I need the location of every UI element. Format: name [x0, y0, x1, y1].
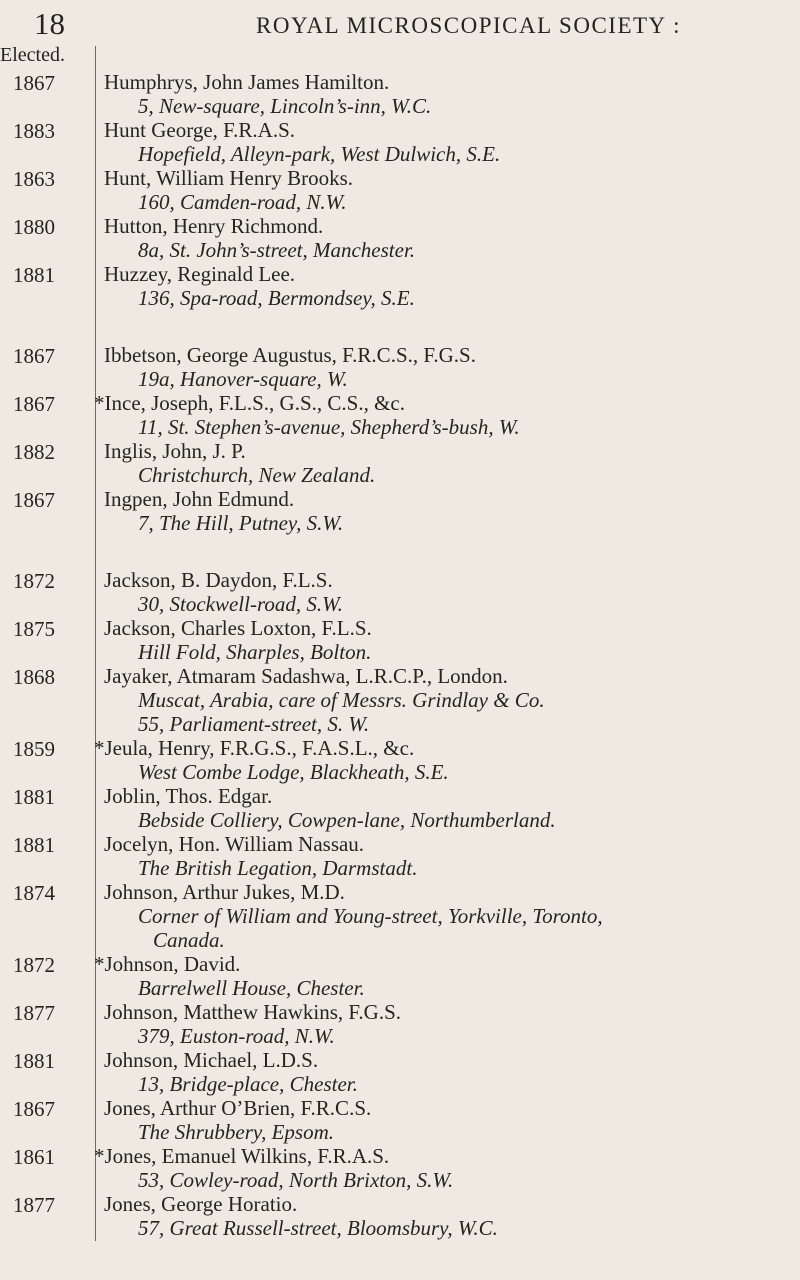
member-name: Joblin, Thos. Edgar.: [104, 784, 273, 808]
elected-year: 1877: [13, 1193, 55, 1217]
elected-year: 1881: [13, 263, 55, 287]
member-address: The Shrubbery, Epsom.: [138, 1120, 334, 1144]
member-address: 19a, Hanover-square, W.: [138, 367, 348, 391]
member-name: Jones, George Horatio.: [104, 1192, 298, 1216]
elected-year: 1859: [13, 737, 55, 761]
member-address: 11, St. Stephen’s-avenue, Shepherd’s-bush, W.: [138, 415, 520, 439]
member-address: 7, The Hill, Putney, S.W.: [138, 511, 344, 535]
page-number: 18: [34, 6, 65, 41]
member-entry: [0, 1096, 800, 1144]
elected-year: 1881: [13, 1049, 55, 1073]
member-address: Barrelwell House, Chester.: [138, 976, 365, 1000]
member-entry: [0, 568, 800, 616]
member-name: Jocelyn, Hon. William Nassau.: [104, 832, 365, 856]
member-address: Muscat, Arabia, care of Messrs. Grindlay & Co.: [138, 688, 545, 712]
member-address: West Combe Lodge, Blackheath, S.E.: [138, 760, 449, 784]
member-entry: [0, 214, 800, 262]
member-address: 53, Cowley-road, North Brixton, S.W.: [138, 1168, 454, 1192]
member-list: [0, 70, 800, 1240]
member-address: Hill Fold, Sharples, Bolton.: [138, 640, 372, 664]
member-name: Johnson, Matthew Hawkins, F.G.S.: [104, 1000, 401, 1024]
member-address: Hopefield, Alleyn-park, West Dulwich, S.E.: [138, 142, 501, 166]
elected-year: 1881: [13, 833, 55, 857]
elected-year: 1863: [13, 167, 55, 191]
member-entry: [0, 880, 800, 952]
member-name: *Ince, Joseph, F.L.S., G.S., C.S., &c.: [94, 391, 405, 415]
elected-year: 1867: [13, 488, 55, 512]
elected-year: 1867: [13, 392, 55, 416]
member-entry: [0, 487, 800, 535]
member-entry: [0, 616, 800, 664]
member-name: Huzzey, Reginald Lee.: [104, 262, 296, 286]
member-name: *Jones, Emanuel Wilkins, F.R.A.S.: [94, 1144, 390, 1168]
member-name: Jackson, B. Daydon, F.L.S.: [104, 568, 333, 592]
elected-year: 1867: [13, 1097, 55, 1121]
member-entry: [0, 391, 800, 439]
elected-year: 1875: [13, 617, 55, 641]
member-entry: [0, 784, 800, 832]
member-name: Hunt, William Henry Brooks.: [104, 166, 353, 190]
member-name: Johnson, Michael, L.D.S.: [104, 1048, 319, 1072]
member-address: 5, New-square, Lincoln’s-inn, W.C.: [138, 94, 432, 118]
member-entry: [0, 70, 800, 118]
member-name: Humphrys, John James Hamilton.: [104, 70, 390, 94]
member-address: Bebside Colliery, Cowpen-lane, Northumberland.: [138, 808, 556, 832]
elected-year: 1883: [13, 119, 55, 143]
member-name: Hunt George, F.R.A.S.: [104, 118, 296, 142]
member-name: Inglis, John, J. P.: [104, 439, 246, 463]
member-address: 55, Parliament-street, S. W.: [138, 712, 370, 736]
member-entry: [0, 736, 800, 784]
member-entry: [0, 166, 800, 214]
member-entry: [0, 262, 800, 310]
member-entry: [0, 1048, 800, 1096]
member-address: 136, Spa-road, Bermondsey, S.E.: [138, 286, 415, 310]
member-name: *Johnson, David.: [94, 952, 241, 976]
member-address: 57, Great Russell-street, Bloomsbury, W.C.: [138, 1216, 498, 1240]
member-name: Johnson, Arthur Jukes, M.D.: [104, 880, 345, 904]
member-name: Ingpen, John Edmund.: [104, 487, 295, 511]
member-name: Jackson, Charles Loxton, F.L.S.: [104, 616, 372, 640]
elected-year: 1868: [13, 665, 55, 689]
member-address: 30, Stockwell-road, S.W.: [138, 592, 343, 616]
elected-year: 1874: [13, 881, 55, 905]
member-entry: [0, 832, 800, 880]
running-head: ROYAL MICROSCOPICAL SOCIETY :: [256, 13, 681, 38]
member-name: Hutton, Henry Richmond.: [104, 214, 324, 238]
elected-year: 1881: [13, 785, 55, 809]
member-address: Canada.: [153, 928, 225, 952]
member-address: 160, Camden-road, N.W.: [138, 190, 347, 214]
elected-year: 1880: [13, 215, 55, 239]
member-address: 379, Euston-road, N.W.: [138, 1024, 335, 1048]
elected-year: 1861: [13, 1145, 55, 1169]
elected-year: 1877: [13, 1001, 55, 1025]
member-entry: [0, 1000, 800, 1048]
member-entry: [0, 343, 800, 391]
elected-year: 1872: [13, 569, 55, 593]
member-address: 8a, St. John’s-street, Manchester.: [138, 238, 416, 262]
member-entry: [0, 952, 800, 1000]
elected-year: 1867: [13, 71, 55, 95]
member-name: *Jeula, Henry, F.R.G.S., F.A.S.L., &c.: [94, 736, 415, 760]
member-entry: [0, 439, 800, 487]
elected-year: 1882: [13, 440, 55, 464]
member-entry: [0, 1144, 800, 1192]
member-name: Jayaker, Atmaram Sadashwa, L.R.C.P., London.: [104, 664, 508, 688]
member-address: Christchurch, New Zealand.: [138, 463, 376, 487]
member-name: Jones, Arthur O’Brien, F.R.C.S.: [104, 1096, 372, 1120]
member-address: The British Legation, Darmstadt.: [138, 856, 418, 880]
member-entry: [0, 1192, 800, 1240]
member-entry: [0, 664, 800, 736]
elected-year: 1867: [13, 344, 55, 368]
elected-column-label: Elected.: [0, 44, 65, 66]
member-address: 13, Bridge-place, Chester.: [138, 1072, 358, 1096]
member-entry: [0, 118, 800, 166]
member-address: Corner of William and Young-street, Yorkville, Toronto,: [138, 904, 603, 928]
elected-year: 1872: [13, 953, 55, 977]
member-name: Ibbetson, George Augustus, F.R.C.S., F.G.S.: [104, 343, 476, 367]
